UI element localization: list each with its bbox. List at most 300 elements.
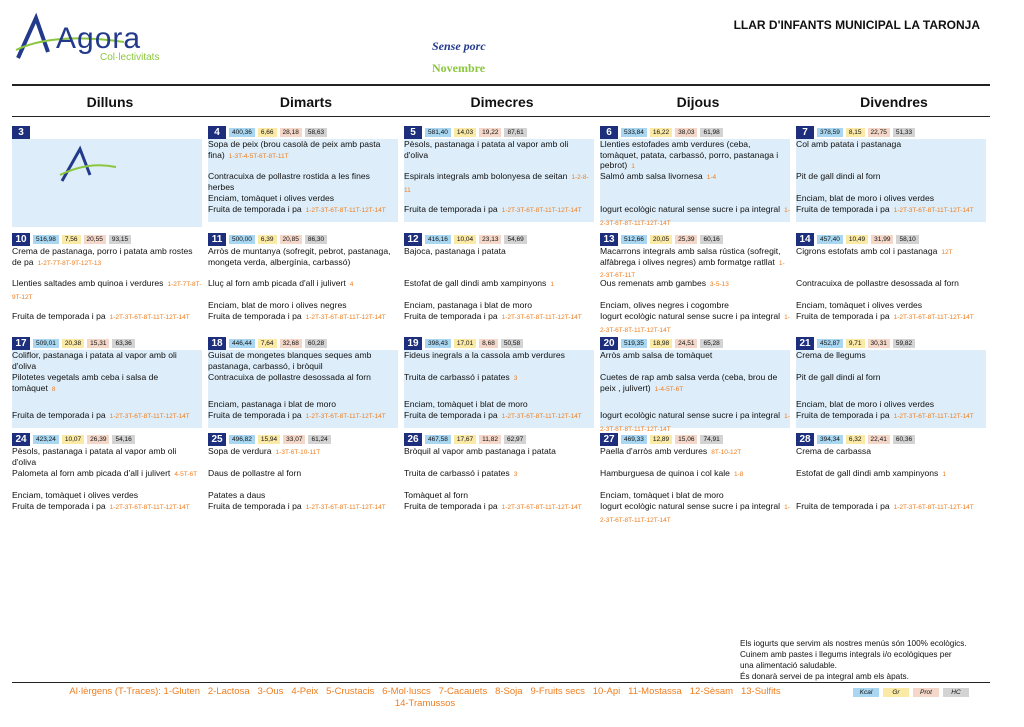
dish-item xyxy=(208,410,398,428)
dish-name: Crema de llegums xyxy=(796,350,866,360)
nutrition-kcal: 378,59 xyxy=(817,128,843,137)
dish-allergens: 1-2T-3T-6T-8T-11T-12T-14T xyxy=(109,314,190,321)
dishes-block xyxy=(796,139,986,222)
dish-item xyxy=(600,311,790,333)
dish-item xyxy=(12,278,202,300)
dish-item xyxy=(12,468,202,490)
dish-item xyxy=(404,311,594,333)
dishes-block xyxy=(208,246,398,333)
nutrition-kcal: 467,58 xyxy=(425,435,451,444)
dish-allergens: 8T-10-12T xyxy=(711,449,742,456)
dish-item xyxy=(600,399,790,410)
note-line: Cuinem amb pastes i llegums integrals i/o ecològiques per xyxy=(740,650,952,659)
dish-name: Macarrons integrals amb salsa rústica (sofregit, alfàbrega i olives negres) amb formatge ratllat xyxy=(600,246,781,267)
dishes-block xyxy=(404,139,594,222)
day-number: 19 xyxy=(404,337,422,350)
footer-divider xyxy=(12,682,990,683)
dish-item xyxy=(404,468,594,490)
dish-item xyxy=(404,278,594,300)
dish-name: Paella d'arròs amb verdures xyxy=(600,446,708,456)
day-number: 20 xyxy=(600,337,618,350)
dish-allergens: 3 xyxy=(513,471,518,478)
dish-name: Ous remenats amb gambes xyxy=(600,278,707,288)
dish-name: Fideus inegrals a la cassola amb verdures xyxy=(404,350,565,360)
nutrition-hc: 58,63 xyxy=(305,128,327,137)
diet-label: Sense porc xyxy=(432,39,486,53)
menu-day-cell xyxy=(796,432,986,523)
nutrition-kcal: 519,35 xyxy=(621,339,647,348)
dish-name: Sopa de verdura xyxy=(208,446,272,456)
day-number: 12 xyxy=(404,233,422,246)
dish-allergens: 1-2T-3T-6T-8T-11T-12T-14T xyxy=(893,207,974,214)
dish-item xyxy=(208,501,398,523)
dish-name: Fruita de temporada i pa xyxy=(12,311,106,321)
legend-kcal: Kcal xyxy=(853,688,879,697)
dish-name: Col amb patata i pastanaga xyxy=(796,139,902,149)
day-header-row xyxy=(796,232,986,246)
dish-item xyxy=(404,139,594,171)
dishes-block xyxy=(208,139,398,222)
dish-item xyxy=(796,193,986,204)
day-header-row xyxy=(600,432,790,446)
dish-item xyxy=(600,410,790,433)
dishes-block xyxy=(796,350,986,428)
nutrition-gr: 7,56 xyxy=(62,235,81,244)
nutrition-hc: 50,58 xyxy=(501,339,523,348)
dishes-block xyxy=(404,350,594,428)
dishes-block xyxy=(12,446,202,523)
dish-name: Fruita de temporada i pa xyxy=(796,410,890,420)
dish-name: Guisat de mongetes blanques seques amb pastanaga, carbassó, i bròquil xyxy=(208,350,372,371)
dish-name: Fruita de temporada i pa xyxy=(12,410,106,420)
dish-name: Crema de pastanaga, porro i patata amb rostes de pa xyxy=(12,246,193,267)
dish-name: Salmó amb salsa livornesa xyxy=(600,171,703,181)
dish-item xyxy=(404,171,594,193)
dish-name: Lluç al forn amb picada d'all i julivert xyxy=(208,278,346,288)
dish-item xyxy=(600,193,790,204)
dishes-block xyxy=(796,246,986,333)
dish-item xyxy=(600,171,790,193)
nutrition-prot: 38,03 xyxy=(675,128,697,137)
dish-allergens: 1-2T-3T-6T-8T-11T-12T-14T xyxy=(501,314,582,321)
dish-item xyxy=(12,350,202,372)
nutrition-kcal: 416,16 xyxy=(425,235,451,244)
nutrition-gr: 10,07 xyxy=(62,435,84,444)
nutrition-legend xyxy=(853,688,969,697)
dish-name: Enciam, blat de moro i olives negres xyxy=(208,300,347,310)
dish-allergens: 1-4 xyxy=(706,174,717,181)
dishes-block xyxy=(600,139,790,227)
nutrition-kcal: 423,24 xyxy=(33,435,59,444)
dish-allergens: 4 xyxy=(349,281,354,288)
dish-name: Fruita de temporada i pa xyxy=(208,501,302,511)
dish-name: Fruita de temporada i pa xyxy=(796,204,890,214)
nutrition-hc: 54,69 xyxy=(504,235,526,244)
dishes-block xyxy=(208,350,398,428)
dish-name: Enciam, tomàquet i blat de moro xyxy=(404,399,528,409)
day-number: 5 xyxy=(404,126,422,139)
dish-name: Fruita de temporada i pa xyxy=(12,501,106,511)
day-header-row xyxy=(208,336,398,350)
holiday-logo-icon xyxy=(58,145,118,185)
nutrition-prot: 20,85 xyxy=(280,235,302,244)
dish-item xyxy=(12,501,202,523)
day-number: 27 xyxy=(600,433,618,446)
menu-day-cell xyxy=(12,232,202,333)
dish-allergens: 8 xyxy=(51,385,56,393)
dish-name: Sopa de peix (brou casolà de peix amb pasta fina) xyxy=(208,139,381,160)
menu-day-cell xyxy=(12,125,202,227)
dish-name: Fruita de temporada i pa xyxy=(208,311,302,321)
menu-day-cell xyxy=(404,336,594,428)
nutrition-prot: 26,39 xyxy=(87,435,109,444)
dish-item xyxy=(208,300,398,311)
dish-item xyxy=(404,193,594,204)
nutrition-kcal: 457,40 xyxy=(817,235,843,244)
dish-item xyxy=(404,399,594,410)
dish-name: Enciam, tomàquet i olives verdes xyxy=(796,300,923,310)
nutrition-hc: 61,24 xyxy=(308,435,330,444)
dish-item xyxy=(796,410,986,428)
legend-hc: HC xyxy=(943,688,969,697)
dish-item xyxy=(404,501,594,523)
dishes-block xyxy=(600,350,790,433)
nutrition-kcal: 581,40 xyxy=(425,128,451,137)
nutrition-prot: 25,39 xyxy=(675,235,697,244)
nutrition-kcal: 516,98 xyxy=(33,235,59,244)
dish-allergens: 1 xyxy=(631,163,635,170)
day-wednesday: Dimecres xyxy=(470,94,534,110)
dish-name: Daus de pollastre al forn xyxy=(208,468,302,478)
nutrition-hc: 59,82 xyxy=(893,339,915,348)
dish-allergens: 1-2T-3T-6T-8T-11T-12T-14T xyxy=(305,413,386,420)
dishes-block xyxy=(12,350,202,428)
menu-day-cell xyxy=(796,336,986,428)
dish-name: Tomàquet al forn xyxy=(404,490,469,500)
menu-day-cell xyxy=(796,232,986,333)
dish-item xyxy=(12,300,202,311)
dish-item xyxy=(208,399,398,410)
nutrition-hc: 87,61 xyxy=(504,128,526,137)
nutrition-hc: 60,16 xyxy=(700,235,722,244)
nutrition-prot: 8,68 xyxy=(479,339,498,348)
nutrition-prot: 19,22 xyxy=(479,128,501,137)
dishes-block xyxy=(600,446,790,523)
dishes-block xyxy=(12,139,202,227)
dishes-block xyxy=(404,246,594,333)
dish-name: Palometa al forn amb picada d'all i julivert xyxy=(12,468,171,478)
nutrition-prot: 33,07 xyxy=(283,435,305,444)
nutrition-gr: 20,05 xyxy=(650,235,672,244)
nutrition-prot: 15,06 xyxy=(675,435,697,444)
nutrition-kcal: 509,01 xyxy=(33,339,59,348)
dish-allergens: 1-2T-3T-6T-8T-11T-12T-14T xyxy=(305,207,386,214)
menu-day-cell xyxy=(208,232,398,333)
dish-allergens: 1-3T-6T-10-11T xyxy=(275,449,321,456)
dish-item xyxy=(796,171,986,193)
nutrition-hc: 54,16 xyxy=(112,435,134,444)
allergen-line: Al·lèrgens (T-Traces): 1-Gluten 2-Lactosa 3-Ous 4-Peix 5-Crustacis 6-Mol·luscs 7-Cacauets 8-Soja 9-Fruits secs 10-Api 11-Mostassa 12-Sèsam 13-Sulfits xyxy=(69,686,781,697)
allergen-legend xyxy=(30,686,820,710)
day-number: 18 xyxy=(208,337,226,350)
dish-name: Truita de carbassó i patates xyxy=(404,468,510,478)
day-header-row xyxy=(12,125,202,139)
nutrition-kcal: 496,82 xyxy=(229,435,255,444)
dish-allergens: 1-2-3T-6T-8T-11T-12T-14T xyxy=(600,413,790,433)
dish-item xyxy=(208,204,398,222)
day-header-row xyxy=(600,336,790,350)
dish-item xyxy=(796,139,986,171)
nutrition-gr: 17,01 xyxy=(454,339,476,348)
day-header-row xyxy=(12,336,202,350)
dish-name: Enciam, pastanaga i blat de moro xyxy=(404,300,533,310)
dish-name: Arròs amb salsa de tomàquet xyxy=(600,350,713,360)
nutrition-kcal: 394,34 xyxy=(817,435,843,444)
dish-item xyxy=(208,311,398,333)
nutrition-kcal: 469,33 xyxy=(621,435,647,444)
footer-note xyxy=(740,638,1000,682)
nutrition-hc: 60,36 xyxy=(893,435,915,444)
dish-name: Truita de carbassó i patates xyxy=(404,372,510,382)
dish-name: Arròs de muntanya (sofregit, pebrot, pastanaga, mongeta verda, albergínia, carbassó) xyxy=(208,246,391,267)
day-header-row xyxy=(12,232,202,246)
dish-item xyxy=(600,446,790,468)
nutrition-gr: 7,64 xyxy=(258,339,277,348)
weekday-header xyxy=(12,94,990,112)
menu-day-cell xyxy=(600,336,790,433)
nutrition-gr: 6,32 xyxy=(846,435,865,444)
day-header-row xyxy=(404,432,594,446)
nutrition-kcal: 512,66 xyxy=(621,235,647,244)
dish-item xyxy=(12,372,202,399)
day-header-row xyxy=(600,232,790,246)
dish-allergens: 4-5T-6T xyxy=(174,471,198,478)
dish-name: Iogurt ecològic natural sense sucre i pa integral xyxy=(600,501,781,511)
dish-name: Pit de gall dindi al forn xyxy=(796,171,881,181)
dish-item xyxy=(12,446,202,468)
nutrition-kcal: 446,44 xyxy=(229,339,255,348)
dish-name: Cuetes de rap amb salsa verda (ceba, brou de peix , julivert) xyxy=(600,372,778,393)
menu-day-cell xyxy=(404,232,594,333)
note-line: una alimentació saludable. xyxy=(740,661,837,670)
menu-day-cell xyxy=(600,432,790,523)
dishes-block xyxy=(796,446,986,523)
dish-name: Fruita de temporada i pa xyxy=(404,204,498,214)
nutrition-gr: 14,03 xyxy=(454,128,476,137)
dish-item xyxy=(796,300,986,311)
dish-item xyxy=(600,468,790,490)
dishes-block xyxy=(600,246,790,333)
day-header-row xyxy=(404,336,594,350)
dish-name: Contracuixa de pollastre rostida a les fines herbes xyxy=(208,171,370,192)
dish-allergens: 1-2-3T-6T-8T-11T-12T-14T xyxy=(600,207,790,227)
dish-item xyxy=(600,300,790,311)
dish-allergens: 1-2T-3T-6T-8T-11T-12T-14T xyxy=(501,413,582,420)
dish-item xyxy=(404,300,594,311)
dish-allergens: 1-2T-3T-6T-8T-11T-12T-14T xyxy=(305,504,386,511)
dish-allergens: 12T xyxy=(941,249,953,256)
dishes-block xyxy=(404,446,594,523)
dish-name: Fruita de temporada i pa xyxy=(404,311,498,321)
day-number: 24 xyxy=(12,433,30,446)
dish-name: Contracuixa de pollastre desossada al forn xyxy=(796,278,959,288)
dish-name: Fruita de temporada i pa xyxy=(404,501,498,511)
day-tuesday: Dimarts xyxy=(279,94,333,110)
nutrition-gr: 9,71 xyxy=(846,339,865,348)
dish-item xyxy=(600,490,790,501)
dish-name: Coliflor, pastanaga i patata al vapor amb oli d'oliva xyxy=(12,350,177,371)
dish-name: Iogurt ecològic natural sense sucre i pa integral xyxy=(600,410,781,420)
day-header-row xyxy=(12,432,202,446)
logo-subtitle: Col·lectivitats xyxy=(100,52,160,63)
day-number: 25 xyxy=(208,433,226,446)
dish-item xyxy=(796,372,986,399)
dish-allergens: 1-2T-3T-6T-8T-11T-12T-14T xyxy=(893,504,974,511)
dish-name: Enciam, pastanaga i blat de moro xyxy=(208,399,337,409)
dish-name: Llenties saltades amb quinoa i verdures xyxy=(12,278,164,288)
menu-day-cell xyxy=(796,125,986,222)
dish-item xyxy=(796,246,986,278)
dish-item xyxy=(600,372,790,399)
nutrition-prot: 15,31 xyxy=(87,339,109,348)
menu-day-cell xyxy=(600,125,790,227)
dish-item xyxy=(12,410,202,428)
dish-name: Contracuixa de pollastre desossada al forn xyxy=(208,372,371,382)
dish-item xyxy=(12,490,202,501)
dish-item xyxy=(208,490,398,501)
nutrition-hc: 58,10 xyxy=(896,235,918,244)
day-header-row xyxy=(208,432,398,446)
dish-name: Estofat de gall dindi amb xampinyons xyxy=(796,468,939,478)
dish-item xyxy=(796,501,986,523)
day-header-row xyxy=(796,432,986,446)
dish-allergens: 1-2T-3T-6T-8T-11T-12T-14T xyxy=(109,413,190,420)
dish-allergens: 3 xyxy=(513,375,518,382)
day-header-row xyxy=(796,125,986,139)
day-number: 28 xyxy=(796,433,814,446)
dish-item xyxy=(796,204,986,222)
dish-item xyxy=(12,311,202,333)
dish-item xyxy=(404,446,594,468)
dish-allergens: 1-2-3T-6T-8T-11T-12T-14T xyxy=(600,314,790,334)
menu-day-cell xyxy=(12,432,202,523)
dish-item xyxy=(796,278,986,300)
day-number: 3 xyxy=(12,126,30,139)
menu-day-cell xyxy=(208,336,398,428)
dish-name: Enciam, tomàquet i olives verdes xyxy=(12,490,139,500)
nutrition-gr: 8,15 xyxy=(846,128,865,137)
dish-allergens: 1-8 xyxy=(733,471,744,478)
nutrition-prot: 22,75 xyxy=(868,128,890,137)
note-line: Els iogurts que servim als nostres menús són 100% ecològics. xyxy=(740,639,967,648)
dish-name: Fruita de temporada i pa xyxy=(404,410,498,420)
dish-item xyxy=(208,278,398,300)
dish-allergens: 1-2-3T-6T-11T xyxy=(600,259,785,279)
dish-item xyxy=(208,139,398,171)
header-divider xyxy=(12,84,990,86)
dish-item xyxy=(796,446,986,468)
menu-day-cell xyxy=(208,432,398,523)
dish-name: Pilotetes vegetals amb ceba i salsa de tomàquet xyxy=(12,372,159,393)
nutrition-prot: 24,51 xyxy=(675,339,697,348)
dish-name: Enciam, tomàquet i blat de moro xyxy=(600,490,724,500)
nutrition-gr: 10,49 xyxy=(846,235,868,244)
dish-item xyxy=(404,490,594,501)
nutrition-kcal: 400,36 xyxy=(229,128,255,137)
dish-name: Hamburguesa de quinoa i col kale xyxy=(600,468,730,478)
nutrition-hc: 61,98 xyxy=(700,128,722,137)
nutrition-prot: 30,31 xyxy=(868,339,890,348)
nutrition-prot: 22,41 xyxy=(868,435,890,444)
dish-allergens: 1-2T-3T-6T-8T-11T-12T-14T xyxy=(893,413,974,420)
dish-item xyxy=(600,246,790,278)
dish-item xyxy=(12,399,202,410)
dish-name: Pèsols, pastanaga i patata al vapor amb oli d'oliva xyxy=(12,446,177,467)
dish-item xyxy=(796,311,986,333)
dish-name: Enciam, blat de moro i olives verdes xyxy=(796,399,935,409)
dish-item xyxy=(208,193,398,204)
day-header-row xyxy=(404,125,594,139)
dish-allergens: 1-2T-3T-6T-8T-11T-12T-14T xyxy=(893,314,974,321)
school-name: LLAR D'INFANTS MUNICIPAL LA TARONJA xyxy=(733,18,980,32)
dish-item xyxy=(404,410,594,428)
menu-day-cell xyxy=(404,432,594,523)
dish-allergens: 3-5-13 xyxy=(710,281,729,288)
day-number: 13 xyxy=(600,233,618,246)
nutrition-prot: 32,68 xyxy=(280,339,302,348)
nutrition-gr: 18,98 xyxy=(650,339,672,348)
dish-name: Espirals integrals amb bolonyesa de seitan xyxy=(404,171,568,181)
dish-item xyxy=(208,246,398,278)
dish-name: Fruita de temporada i pa xyxy=(796,311,890,321)
dish-allergens: 1-2T-7T-8T-9T-12T xyxy=(12,281,202,301)
dish-name: Llenties estofades amb verdures (ceba, tomàquet, patata, carbassó, porro, pastanaga i pebrot) xyxy=(600,139,779,170)
dish-item xyxy=(600,139,790,171)
dish-item xyxy=(404,372,594,399)
dish-allergens: 1-2T-3T-6T-8T-11T-12T-14T xyxy=(501,207,582,214)
logo-text: Agora xyxy=(56,22,142,55)
day-header-row xyxy=(208,125,398,139)
day-number: 17 xyxy=(12,337,30,350)
nutrition-hc: 93,15 xyxy=(109,235,131,244)
nutrition-hc: 63,36 xyxy=(112,339,134,348)
dish-allergens: 1-3T-4-5T-6T-8T-11T xyxy=(228,152,289,160)
day-number: 11 xyxy=(208,233,226,246)
dish-name: Patates a daus xyxy=(208,490,266,500)
dish-item xyxy=(208,468,398,490)
dish-allergens: 1-2T-7T-8T-9T-12T-13 xyxy=(37,259,102,267)
dish-name: Cigrons estofats amb col i pastanaga xyxy=(796,246,938,256)
dish-name: Pèsols, pastanaga i patata al vapor amb oli d'oliva xyxy=(404,139,569,160)
dish-allergens: 1-2-3T-6T-8T-11T-12T-14T xyxy=(600,504,790,524)
dish-name: Iogurt ecològic natural sense sucre i pa integral xyxy=(600,311,781,321)
nutrition-gr: 20,38 xyxy=(62,339,84,348)
day-number: 26 xyxy=(404,433,422,446)
day-number: 7 xyxy=(796,126,814,139)
dish-name: Enciam, olives negres i cogombre xyxy=(600,300,729,310)
dish-item xyxy=(12,246,202,278)
dish-name: Bajoca, pastanaga i patata xyxy=(404,246,506,256)
nutrition-gr: 12,89 xyxy=(650,435,672,444)
dish-item xyxy=(796,468,986,490)
nutrition-gr: 6,66 xyxy=(258,128,277,137)
dishes-block xyxy=(12,246,202,333)
dish-name: Estofat de gall dindi amb xampinyons xyxy=(404,278,547,288)
nutrition-prot: 23,13 xyxy=(479,235,501,244)
dish-name: Crema de carbassa xyxy=(796,446,871,456)
day-number: 21 xyxy=(796,337,814,350)
day-header-row xyxy=(404,232,594,246)
